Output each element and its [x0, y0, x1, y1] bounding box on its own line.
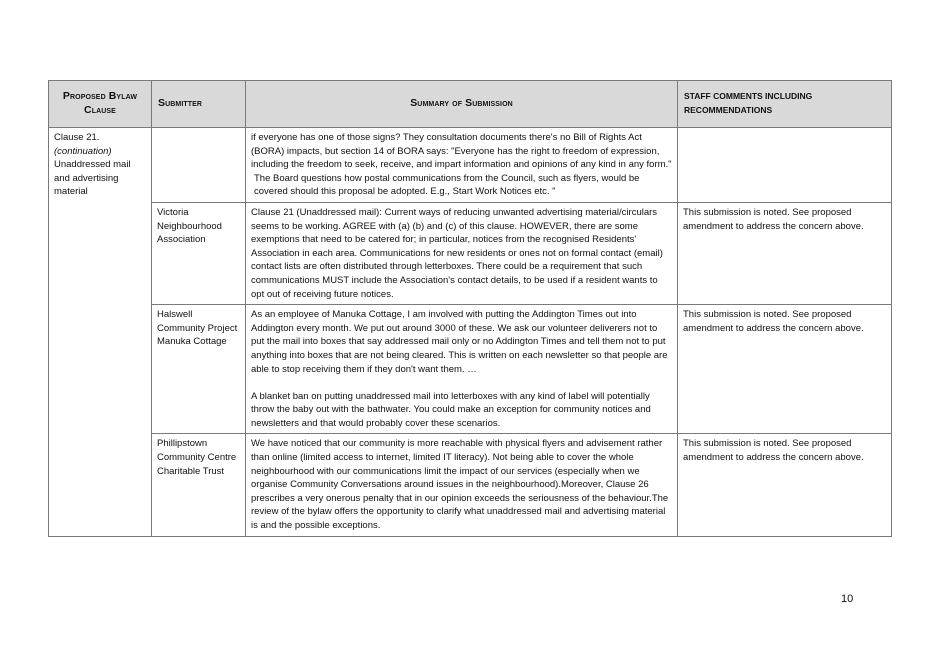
summary-paragraph: As an employee of Manuka Cottage, I am involved with putting the Addington Times out into Addington every month. We put out around 3000 of these. We ask our volunteer deliverers not to put the mail into boxes that say addressed mail only or no Addington Times and tell them not to put anything into boxes that are not being cleared. This is written on each newsletter so that people are able to stop receiving them if they don't want them. …	[251, 309, 668, 375]
header-summary	[246, 81, 678, 128]
summary-cell: Clause 21 (Unaddressed mail): Current ways of reducing unwanted advertising material/circulars seems to be working. AGREE with (a) (b) and (c) of this clause. HOWEVER, there are some exemptions that need to be catered for; in particular, notices from the recognised Residents' Association in each area. Communications for new residents or ones not on formal contact (email) contact lists are often distributed through letterboxes. There could be a requirement that such communications MUST include the Association's contact details, to be used if a resident wants to opt out of receiving future notices.	[246, 202, 678, 304]
summary-paragraph: if everyone has one of those signs? They consultation documents there's no Bill of Rights Act (BORA) impacts, but section 14 of BORA says: "Everyone has the right to freedom of expression, including the freedom to seek, receive, and impart information and opinions of any kind in any form."	[251, 132, 672, 171]
header-proposed-bylaw-clause	[49, 81, 152, 128]
summary-paragraph: The Board questions how postal communications from the Council, such as flyers, would be covered should this proposal be adopted. E.g., Start Work Notices etc. "	[254, 172, 640, 198]
summary-cell	[246, 305, 678, 434]
clause-title-line1: Unaddressed mail	[54, 159, 131, 171]
header-row	[49, 81, 892, 128]
submissions-table	[48, 80, 892, 537]
header-submitter	[152, 81, 246, 128]
summary-paragraph: A blanket ban on putting unaddressed mail into letterboxes with any kind of label will potentially throw the baby out with the bathwater. You could make an exception for community notices and newsletters and that would probably cover these scenarios.	[251, 390, 651, 429]
staff-comment-cell: This submission is noted. See proposed amendment to address the concern above.	[678, 202, 892, 304]
header-staff-line2: RECOMMENDATIONS	[684, 105, 773, 115]
clause-title-line3: material	[54, 186, 88, 198]
header-clause-line2: Clause	[84, 104, 116, 116]
header-clause-line1: Proposed Bylaw	[62, 90, 138, 103]
staff-comment-cell: This submission is noted. See proposed amendment to address the concern above.	[678, 305, 892, 434]
submitter-cell: Halswell Community Project Manuka Cottage	[152, 305, 246, 434]
page-number: 10	[841, 593, 854, 605]
table-row	[49, 202, 892, 304]
header-summary-label: Summary of Submission	[410, 97, 513, 110]
clause-continuation: (continuation)	[54, 145, 112, 157]
submitter-cell: Phillipstown Community Centre Charitable Trust	[152, 434, 246, 536]
header-staff-line1: STAFF COMMENTS INCLUDING	[684, 91, 813, 102]
summary-cell	[246, 128, 678, 203]
summary-cell: We have noticed that our community is more reachable with physical flyers and advisement rather than online (limited access to internet, limited IT literacy). Not being able to cover the whole neighbourhood with our communications limit the impact of our services (especially when we organise Community Conversations around issues in the neighbourhood).Moreover, Clause 26 prescribes a very onerous penalty that in our opinion exceeds the seriousness of the behaviour.The review of the bylaw offers the opportunity to clarify what unaddressed mail and advertising material is and the possible exceptions.	[246, 434, 678, 536]
submitter-cell	[152, 128, 246, 203]
header-staff-comments	[678, 81, 892, 128]
clause-cell	[49, 128, 152, 537]
table-row	[49, 128, 892, 203]
staff-comment-cell	[678, 128, 892, 203]
table-row	[49, 305, 892, 434]
staff-comment-cell: This submission is noted. See proposed amendment to address the concern above.	[678, 434, 892, 536]
header-submitter-label: Submitter	[158, 97, 203, 110]
clause-number: Clause 21.	[54, 132, 100, 143]
clause-title-line2: and advertising	[54, 172, 119, 184]
submitter-cell: Victoria Neighbourhood Association	[152, 202, 246, 304]
table-row	[49, 434, 892, 536]
